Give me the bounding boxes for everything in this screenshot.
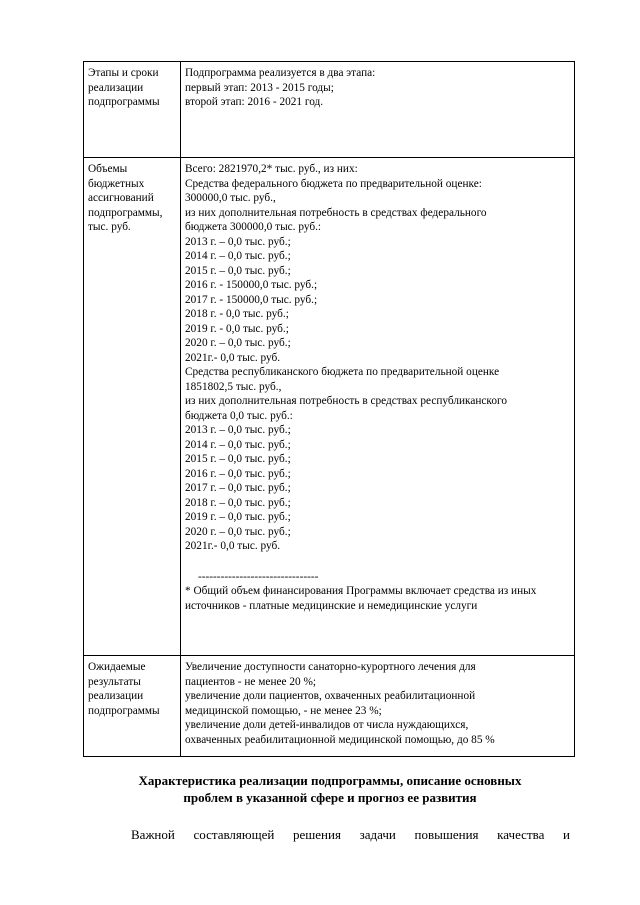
stages-row <box>84 62 575 158</box>
budget-line: 2017 г. - 150000,0 тыс. руб.; <box>185 293 318 306</box>
section-heading-line: Характеристика реализации подпрограммы, описание основных <box>138 773 522 788</box>
results-label-line: реализации <box>88 690 144 702</box>
budget-line: 2013 г. – 0,0 тыс. руб.; <box>185 424 291 436</box>
budget-value-cell <box>181 158 575 656</box>
budget-line: 2018 г. – 0,0 тыс. руб.; <box>185 496 291 509</box>
stages-label-line: Этапы и сроки <box>88 67 159 79</box>
section-heading <box>95 772 565 806</box>
results-line: медицинской помощью, - не менее 23 %; <box>185 704 382 717</box>
budget-line: 1851802,5 тыс. руб., <box>185 380 282 393</box>
stages-value-cell <box>181 62 575 158</box>
budget-line: 2021г.- 0,0 тыс. руб. <box>185 351 281 364</box>
budget-line: 2014 г. – 0,0 тыс. руб.; <box>185 438 291 451</box>
budget-line: 2020 г. – 0,0 тыс. руб.; <box>185 525 291 538</box>
budget-line: 2019 г. - 0,0 тыс. руб.; <box>185 322 289 335</box>
results-line: увеличение доли детей-инвалидов от числа нуждающихся, <box>185 719 469 731</box>
results-line: пациентов - не менее 20 %; <box>185 675 317 688</box>
results-label-line: подпрограммы <box>88 704 160 717</box>
budget-label-line: ассигнований <box>88 192 154 204</box>
stages-label-line: подпрограммы <box>88 96 160 108</box>
budget-line: бюджета 0,0 тыс. руб.: <box>185 409 293 422</box>
results-row <box>84 656 575 757</box>
stages-line: Подпрограмма реализуется в два этапа: <box>185 67 376 79</box>
budget-line: 2021г.- 0,0 тыс. руб. <box>185 540 281 552</box>
budget-line: Средства республиканского бюджета по предварительной оценке <box>185 366 500 378</box>
budget-line: 2019 г. – 0,0 тыс. руб.; <box>185 511 291 523</box>
results-label-cell <box>84 656 181 757</box>
results-line: охваченных реабилитационной медицинской помощью, до 85 % <box>185 733 495 746</box>
budget-label-line: тыс. руб. <box>88 221 131 233</box>
stages-label-cell <box>84 62 181 158</box>
stages-line: первый этап: 2013 - 2015 годы; <box>185 81 334 94</box>
results-value-cell <box>181 656 575 757</box>
body-paragraph: Важной составляющей решения задачи повышения качества и <box>131 827 570 842</box>
budget-line: 300000,0 тыс. руб., <box>185 192 276 204</box>
budget-line: Всего: 2821970,2* тыс. руб., из них: <box>185 163 358 175</box>
budget-label-cell <box>84 158 181 656</box>
budget-line: 2016 г. - 150000,0 тыс. руб.; <box>185 279 318 291</box>
budget-line: 2018 г. - 0,0 тыс. руб.; <box>185 308 289 320</box>
budget-line: 2013 г. – 0,0 тыс. руб.; <box>185 235 291 248</box>
stages-line: второй этап: 2016 - 2021 год. <box>185 96 324 108</box>
budget-line: 2020 г. – 0,0 тыс. руб.; <box>185 337 291 349</box>
budget-line: 2016 г. – 0,0 тыс. руб.; <box>185 467 291 480</box>
budget-line: 2015 г. – 0,0 тыс. руб.; <box>185 264 291 277</box>
budget-line: из них дополнительная потребность в средствах республиканского <box>185 395 507 407</box>
results-line: увеличение доли пациентов, охваченных реабилитационной <box>185 690 476 702</box>
budget-line: бюджета 300000,0 тыс. руб.: <box>185 221 322 233</box>
budget-row <box>84 158 575 656</box>
budget-line: Средства федерального бюджета по предварительной оценке: <box>185 177 482 190</box>
subprogram-passport-table <box>83 61 575 757</box>
budget-line: 2017 г. – 0,0 тыс. руб.; <box>185 482 291 494</box>
budget-line: 2014 г. – 0,0 тыс. руб.; <box>185 250 291 262</box>
footnote-separator: -------------------------------- <box>198 570 319 583</box>
budget-line: из них дополнительная потребность в средствах федерального <box>185 206 487 219</box>
budget-label-line: бюджетных <box>88 177 145 190</box>
budget-line: 2015 г. – 0,0 тыс. руб.; <box>185 453 291 465</box>
budget-label-line: Объемы <box>88 163 128 175</box>
results-label-line: результаты <box>88 675 141 688</box>
financing-footnote: * Общий объем финансирования Программы включает средства из иных источников - платные медицинские и немедицинские услуги <box>185 585 537 612</box>
budget-label-line: подпрограммы, <box>88 206 163 219</box>
stages-label-line: реализации <box>88 81 144 94</box>
results-line: Увеличение доступности санаторно-курортного лечения для <box>185 661 476 673</box>
section-heading-line: проблем в указанной сфере и прогноз ее развития <box>183 790 477 805</box>
results-label-line: Ожидаемые <box>88 661 146 673</box>
